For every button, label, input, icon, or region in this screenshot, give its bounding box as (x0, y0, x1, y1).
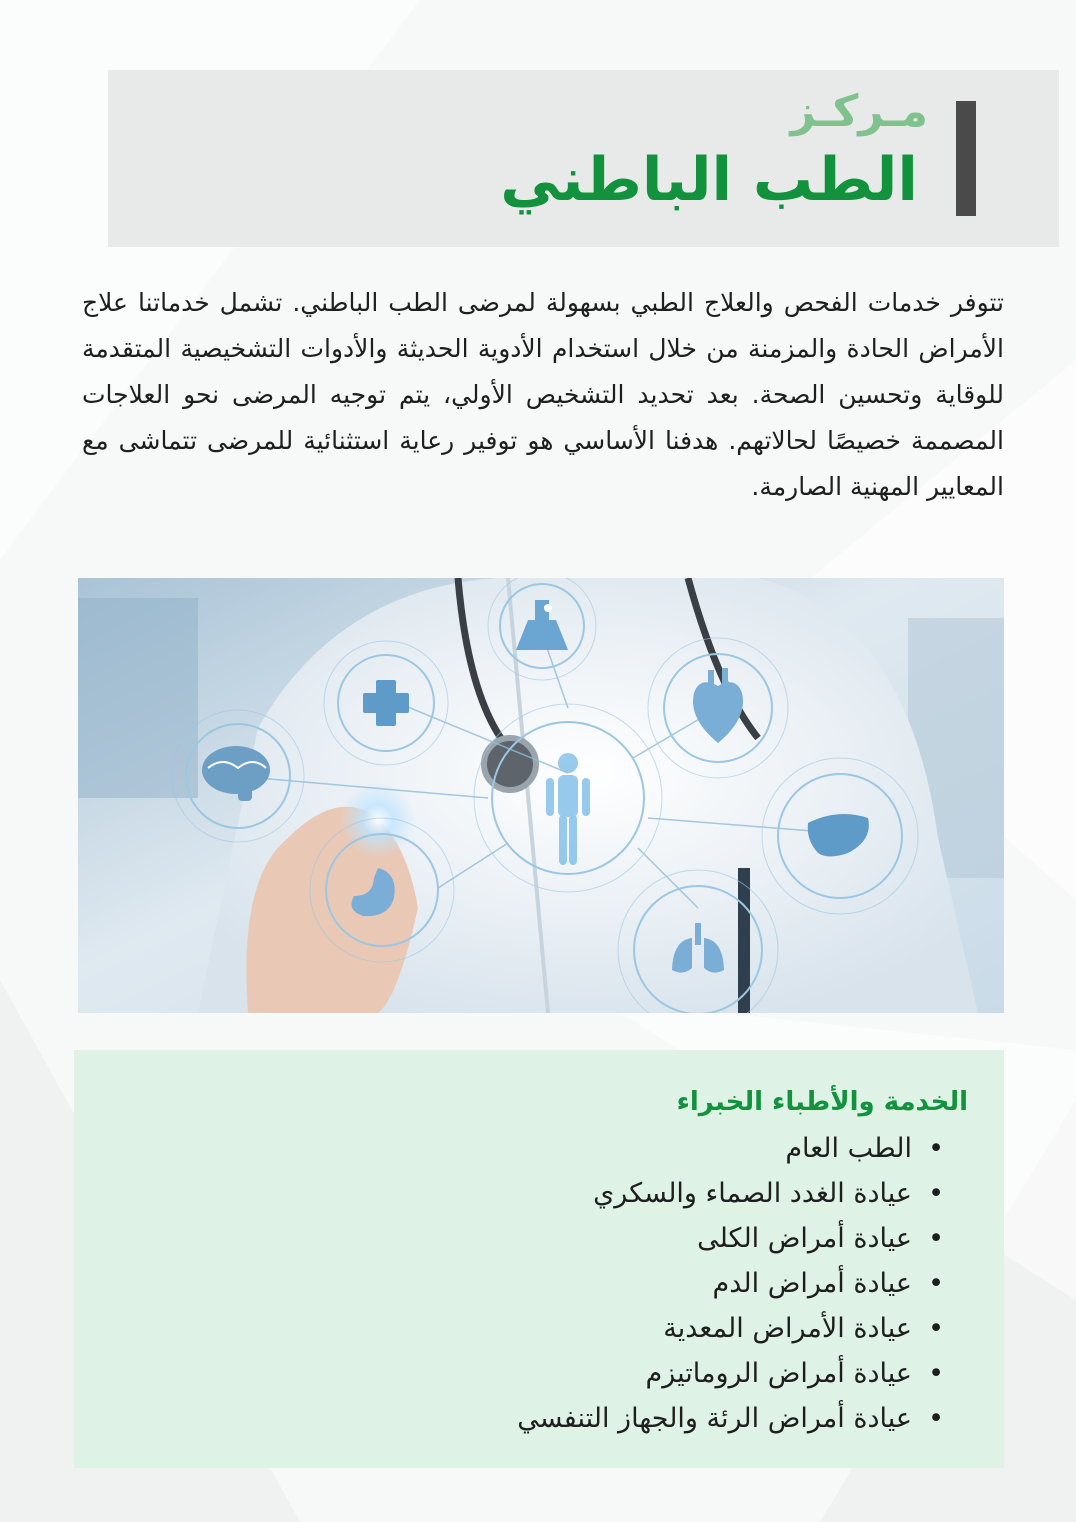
list-item: • الطب العام (517, 1126, 944, 1171)
services-title: الخدمة والأطباء الخبراء (676, 1087, 968, 1117)
intro-paragraph: تتوفر خدمات الفحص والعلاج الطبي بسهولة لمرضى الطب الباطني. تشمل خدماتنا علاج الأمراض الحادة والمزمنة من خلال استخدام الأدوية الحديثة والأدوات التشخيصية المتقدمة للوقاية وتحسين الصحة. بعد تحديد التشخيص الأولي، يتم توجيه المرضى نحو العلاجات المصممة خصيصًا لحالاتهم. هدفنا الأساسي هو توفير رعاية استثنائية للمرضى تتماشى مع المعايير المهنية الصارمة. (82, 288, 1004, 501)
hero-image (78, 578, 1004, 1013)
header-subtitle: مـركـز (790, 86, 928, 137)
page-title: الطب الباطني (500, 145, 918, 215)
services-panel (74, 1050, 1004, 1468)
list-item: • عيادة الغدد الصماء والسكري (517, 1171, 944, 1216)
list-item: • عيادة أمراض الرئة والجهاز التنفسي (517, 1396, 944, 1441)
list-item: • عيادة أمراض الروماتيزم (517, 1351, 944, 1396)
list-item: • عيادة أمراض الدم (517, 1261, 944, 1306)
list-item: • عيادة الأمراض المعدية (517, 1306, 944, 1351)
list-item: • عيادة أمراض الكلى (517, 1216, 944, 1261)
services-list (517, 1126, 944, 1441)
header-accent-bar (956, 101, 976, 216)
